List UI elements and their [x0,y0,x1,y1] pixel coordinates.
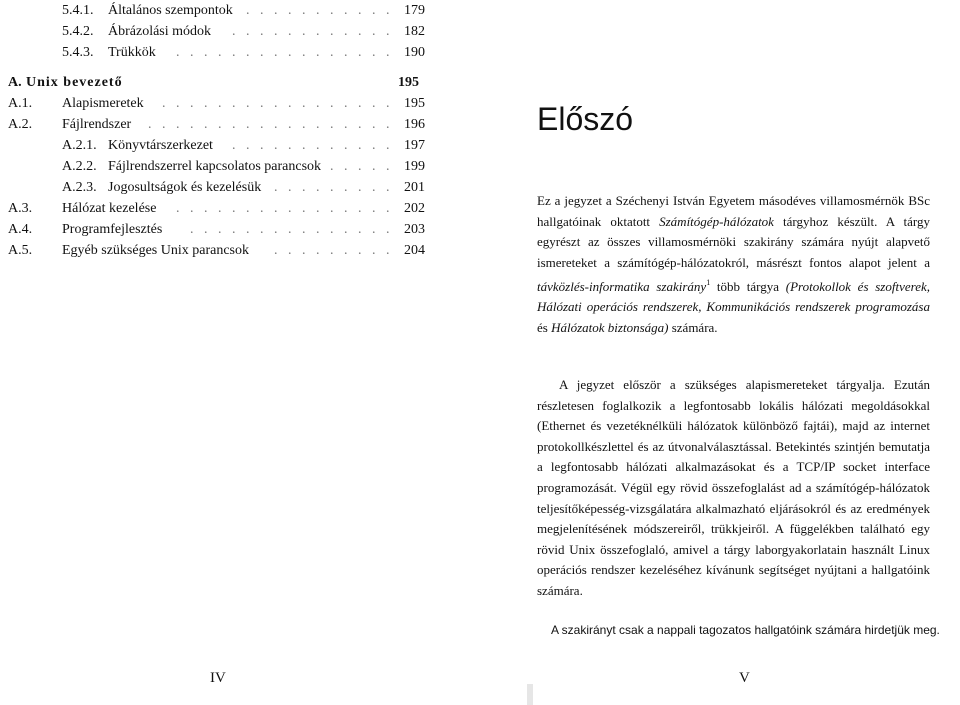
toc-entry[interactable] [0,219,440,240]
toc-entry-page: 195 [398,75,419,90]
toc-entry[interactable] [0,114,440,135]
toc-entry-page: 202 [404,201,425,216]
text-span: és [537,319,552,335]
toc-entry[interactable] [0,0,440,21]
course-title: Számítógép-hálózatok [659,213,774,229]
toc-entry[interactable] [0,198,440,219]
toc-entry[interactable] [0,42,440,63]
toc-entry-number: 5.4.2. [62,24,94,39]
toc-entry-page: 195 [404,96,425,111]
toc-leader-dots: . . . . . . . . . [274,180,400,195]
preface-paragraph-2 [537,375,930,602]
toc-entry-title: Általános szempontok [108,3,233,18]
toc-entry[interactable] [0,93,440,114]
toc-entry-number: 5.4.1. [62,3,94,18]
toc-entry[interactable] [0,177,440,198]
right-page-number: V [739,670,750,686]
toc-leader-dots: . . . . . . . . . . . . . . . . [176,201,400,216]
toc-entry-title: Könyvtárszerkezet [108,138,213,153]
toc-entry-page: 203 [404,222,425,237]
toc-entry-number: A.2.3. [62,180,97,195]
toc-leader-dots: . . . . . . . . . . . . . . . [190,222,400,237]
toc-entry[interactable] [0,156,440,177]
toc-entry-page: 190 [404,45,425,60]
toc-entry-page: 179 [404,3,425,18]
toc-entry[interactable] [0,72,440,93]
toc-entry[interactable] [0,135,440,156]
toc-entry-title: Ábrázolási módok [108,24,212,39]
toc-entry-number: A.2.1. [62,138,97,153]
toc-leader-dots: . . . . . . . . . [274,243,400,258]
toc-entry-number: A. [8,75,22,90]
toc-entry-title: Fájlrendszer [62,117,132,132]
toc-entry-number: A.1. [8,96,33,111]
left-page-number: IV [210,670,226,686]
toc-entry-title: Trükkök [108,45,156,60]
toc-entry-title: Egyéb szükséges Unix parancsok [62,243,250,258]
toc-entry-number: A.2.2. [62,159,97,174]
toc-entry-number: 5.4.3. [62,45,94,60]
toc-entry-number: A.2. [8,117,33,132]
text-span: Ez a jegyzet a Széchenyi István Egyetem másodéves villamosmérnök BSc hallgatóinak oktatott [537,193,930,229]
page-gutter [527,684,533,705]
toc-entry-page: 199 [404,159,425,174]
toc-entry-title: Programfejlesztés [62,222,163,237]
text-span: tárgyhoz készült. A tárgy egyrészt az összes villamosmérnöki szakirány számára nyújt alapvető ismereteket a számítógép-hálózatokról, másrészt fontos alapot jelent a [537,213,930,270]
specialization-name: távközlés-informatika szakirány [537,278,707,294]
toc-leader-dots: . . . . . [330,159,400,174]
toc-entry[interactable] [0,240,440,261]
toc-entry-title: Hálózat kezelése [62,201,157,216]
toc-entry-page: 197 [404,138,425,153]
toc-entry-title: Alapismeretek [62,96,144,111]
footnote [537,621,955,640]
toc-entry-title: Fájlrendszerrel kapcsolatos parancsok [108,159,322,174]
toc-entry[interactable] [0,21,440,42]
toc-entry-number: A.5. [8,243,33,258]
page-title: Előszó [537,101,634,137]
footnote-reference[interactable]: 1 [706,278,711,288]
text-span: több tárgya [710,278,786,294]
toc-leader-dots: . . . . . . . . . . . [246,3,400,18]
toc-entry-number: A.4. [8,222,33,237]
preface-paragraph-1 [537,191,930,338]
toc-entry-page: 204 [404,243,425,258]
footnote-text: A szakirányt csak a nappali tagozatos hallgatóink számára hirdetjük meg. [551,623,940,637]
toc-entry-page: 182 [404,24,425,39]
course-list: (Protokollok és szoftverek, Hálózati operációs rendszerek, Kommunikációs rendszerek programozása [537,278,930,315]
toc-entry-page: 196 [404,117,425,132]
toc-leader-dots: . . . . . . . . . . . . [232,24,400,39]
toc-leader-dots: . . . . . . . . . . . . . . . . . [162,96,400,111]
toc-entry-number: A.3. [8,201,33,216]
text-span: A jegyzet először a szükséges alapismereteket tárgyalja. Ezután részletesen foglalkozik a legfontosabb lokális hálózati megoldásokkal (Ethernet és vezetéknélküli hálózatok különböző fajtái), majd az internet protokollkészlettel és az útvonalválasztással. Betekintés szintjén bemutatja a legfontosabb hálózati alkalmazásokat és a TCP/IP socket interface programozását. Végül egy rövid összefoglalást ad a számítógép-hálózatok teljesítőképesség-vizsgálatára alkalmazható eljárásokról és az eredmények megjelenítésének módszereiről, trükkjeiről. A függelékben található egy rövid Unix összefoglaló, amivel a tárgy laborgyakorlatain használt Linux operációs rendszer kezeléséhez kívánunk segítséget nyújtani a hallgatóink számára. [537,377,930,598]
toc-leader-dots: . . . . . . . . . . . . . . . . [176,45,400,60]
toc-entry-title: Jogosultságok és kezelésük [108,180,262,195]
toc-entry-title: Unix bevezető [26,75,123,90]
toc-leader-dots: . . . . . . . . . . . . . . . . . . [148,117,400,132]
toc-entry-page: 201 [404,180,425,195]
course-name: Hálózatok biztonsága) [551,319,669,335]
text-span: számára. [668,319,718,335]
toc-leader-dots: . . . . . . . . . . . . [232,138,400,153]
